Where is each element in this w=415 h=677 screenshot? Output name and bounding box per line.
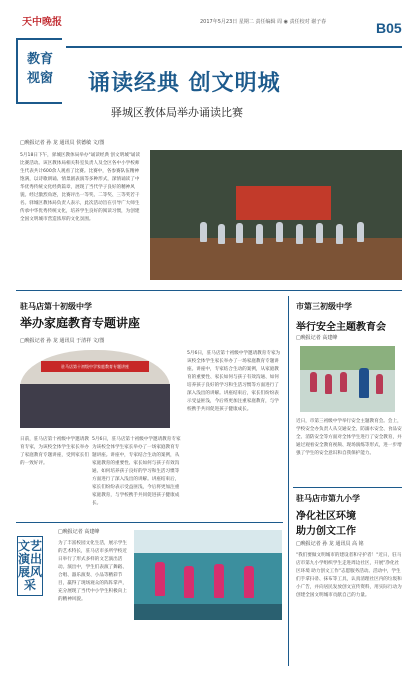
article2-kicker: 驻马店第十初级中学 bbox=[20, 302, 92, 311]
lecture-banner: 驻马店第十初级中学家庭教育专题讲座 bbox=[41, 361, 149, 372]
article3-byline: □晚报记者 高建峰 bbox=[296, 335, 338, 341]
article2-caption: 日前，驻马店第十初级中学邀请教育专家，为该校全体学生家长举办了家庭教育专题讲座，受到家长们的一致好评。 bbox=[20, 437, 89, 466]
column-divider bbox=[288, 296, 289, 666]
article2-byline: □晚报记者 孙 龙 通讯员 于清祥 文/图 bbox=[20, 338, 105, 344]
article5-vertical-title: 文艺演出展风采 bbox=[17, 536, 43, 596]
article2-body: 5月6日，驻马店第十初级中学邀请教育专家为该校全体学生家长举办了一场家庭教育专题讲座。讲座中，专家结合生动的案例，从家庭教育的重要性、家长如何与孩子有效沟通、如何培养孩子良好的学习和生活习惯等方面进行了深入浅出的讲解。讲座结束后，家长们纷纷表示受益匪浅，今后将更加注重家庭教育，与学校携手共同促进孩子健康成长。 bbox=[187, 351, 281, 412]
article4-title-line1: 净化社区环境 bbox=[296, 511, 356, 522]
article5-photo bbox=[134, 530, 282, 620]
section-label bbox=[16, 38, 62, 104]
section-divider bbox=[16, 290, 402, 291]
newspaper-logo: 天中晚报 bbox=[22, 17, 62, 28]
article3-kicker: 市第三初级中学 bbox=[296, 302, 352, 311]
article3-divider bbox=[293, 487, 402, 488]
article2-title: 举办家庭教育专题讲座 bbox=[20, 316, 141, 330]
article3-title: 举行安全主题教育会 bbox=[296, 322, 386, 333]
article4-kicker: 驻马店市第九小学 bbox=[296, 494, 360, 503]
page-header-info: 2017年5月23日 星期二 责任编辑 周 ◉ 责任校对 谢子春 bbox=[200, 19, 327, 25]
article3-photo bbox=[300, 346, 395, 412]
article2-photo bbox=[20, 350, 170, 428]
section-label-line2: 视窗 bbox=[26, 71, 53, 86]
section-label-line1: 教育 bbox=[26, 52, 53, 67]
lead-byline: □晚报记者 孙 龙 通讯员 侯德敏 文/图 bbox=[20, 140, 105, 146]
article4-byline: □晚报记者 孙 龙 通讯员 高 铭 bbox=[296, 541, 364, 547]
article5-body: 为了丰富校园文化生活，展示学生的艺术特长，驻马店市多所学校近日举行了形式多样的文艺演出活动。演出中，学生们表演了舞蹈、合唱、器乐演奏、小品等精彩节目，赢得了现场观众的阵阵掌声，充分展现了当代中小学生积极向上的精神风貌。 bbox=[58, 541, 127, 602]
page-number: B05 bbox=[376, 20, 402, 36]
lead-body: 5月18日下午，驿城区教体局举办"诵读经典 创文明城"诵读比赛活动。该区教体局相关科室负责人及全区各中小学校师生代表共计600余人观看了比赛。比赛中，各参赛队伍精神饱满，以诗歌朗诵、情景剧表演等多种形式，深情诵读了中华优秀传统文化经典篇章，展现了当代学子良好的精神风貌。经过激烈角逐，比赛评出一等奖、二等奖、三等奖若干名。驿城区教体局负责人表示，此次活动旨在引导广大师生传承中华优秀传统文化，培养学生良好的阅读习惯，为创建全国文明城市营造浓厚的文化氛围。 bbox=[20, 153, 141, 222]
article4-title-line2: 助力创文工作 bbox=[296, 526, 356, 537]
article5-divider bbox=[16, 522, 283, 523]
lead-subheadline: 驿城区教体局举办诵读比赛 bbox=[111, 106, 243, 119]
lead-photo-stage bbox=[150, 150, 402, 280]
article4-body: "我们要做文明城市的建设者和守护者！"近日，驻马店市第九小学组织学生走进周边社区，开展"净化社区环境 助力创文工作"志愿服务活动。活动中，学生们手拿扫帚、抹布等工具，认真清理社区内的垃圾和小广告，并向居民发放创文宣传资料，用实际行动为创建全国文明城市贡献自己的力量。 bbox=[296, 553, 402, 598]
lead-headline: 诵读经典 创文明城 bbox=[88, 70, 281, 96]
stage-floor bbox=[150, 238, 402, 280]
article3-body: 近日，市第三初级中学举行安全主题教育会。会上，学校安全办负责人从交通安全、防溺水安全、食品安全、消防安全等方面对全体学生进行了安全教育，并通过观看安全教育视频、现场演练等形式，进一步增强了学生的安全意识和自我保护能力。 bbox=[296, 419, 402, 456]
stage-screen bbox=[236, 186, 332, 220]
article2-caption-cont: 5月6日，驻马店第十初级中学邀请教育专家为该校全体学生家长举办了一场家庭教育专题讲座。讲座中，专家结合生动的案例，从家庭教育的重要性、家长如何与孩子有效沟通、如何培养孩子良好的学习和生活习惯等方面进行了深入浅出的讲解。讲座结束后，家长们纷纷表示受益匪浅，今后将更加注重家庭教育，与学校携手共同促进孩子健康成长。 bbox=[92, 437, 181, 506]
article5-byline: □晚报记者 高建峰 bbox=[58, 529, 100, 535]
header-rule bbox=[66, 46, 402, 48]
